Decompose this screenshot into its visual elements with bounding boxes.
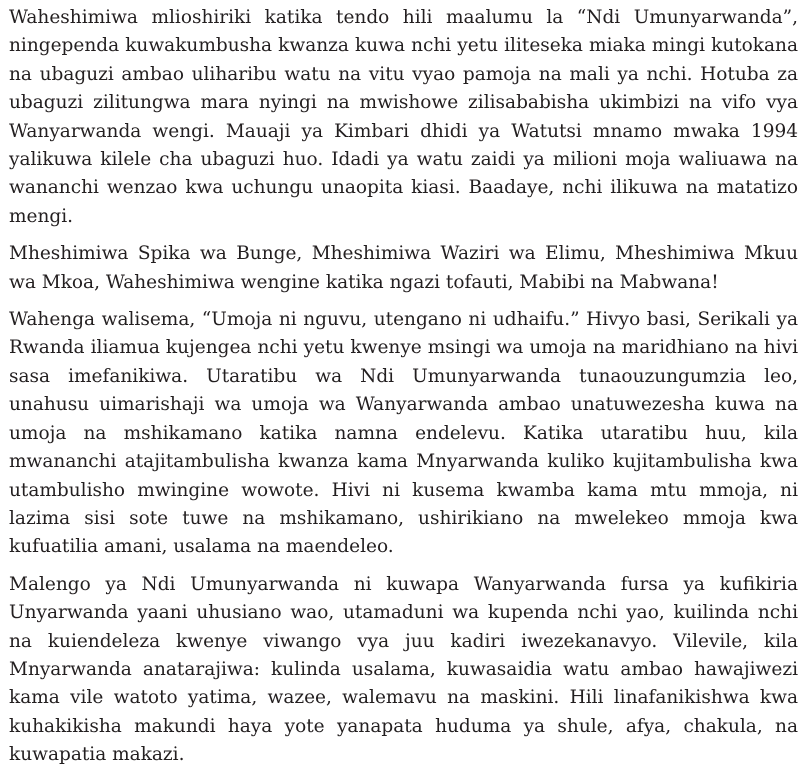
paragraph-salutation: Mheshimiwa Spika wa Bunge, Mheshimiwa Waziri wa Elimu, Mheshimiwa Mkuu wa Mkoa, Waheshimiwa wengine katika ngazi tofauti, Mabibi na Mabwana!	[9, 243, 798, 293]
paragraph-unity: Wahenga walisema, “Umoja ni nguvu, utengano ni udhaifu.” Hivyo basi, Serikali ya Rwanda iliamua kujengea nchi yetu kwenye msingi wa umoja na maridhiano na hivi sasa imefanikiwa. Utaratibu wa Ndi Umunyarwanda tunaouzungumzia leo, unahusu uimarishaji wa umoja wa Wanyarwanda ambao unatuwezesha kuwa na umoja na mshikamano katika namna endelevu. Katika utaratibu huu, kila mwananchi atajitambulisha kwanza kama Mnyarwanda kuliko kujitambulisha kwa utambulisho mwingine wowote. Hivi ni kusema kwamba kama mtu mmoja, ni lazima sisi sote tuwe na mshikamano, ushirikiano na mwelekeo mmoja kwa kufuatilia amani, usalama na maendeleo.	[9, 309, 798, 558]
paragraph-goals: Malengo ya Ndi Umunyarwanda ni kuwapa Wanyarwanda fursa ya kufikiria Unyarwanda yaani uhusiano wao, utamaduni wa kupenda nchi yao, kuilinda nchi na kuiendeleza kwenye viwango vya juu kadiri iwezekanavyo. Vilevile, kila Mnyarwanda anatarajiwa: kulinda usalama, kuwasaidia watu ambao hawajiwezi kama vile watoto yatima, wazee, walemavu na maskini. Hili linafanikishwa kwa kuhakikisha makundi haya yote yanapata huduma ya shule, afya, chakula, na kuwapatia makazi.	[9, 573, 798, 766]
paragraph-intro: Waheshimiwa mlioshiriki katika tendo hili maalumu la “Ndi Umunyarwanda”, ningependa kuwakumbusha kwanza kuwa nchi yetu iliteseka miaka mingi kutokana na ubaguzi ambao uliharibu watu na vitu vyao pamoja na mali ya nchi. Hotuba za ubaguzi zilitungwa mara nyingi na mwishowe zilisababisha ukimbizi na vifo vya Wanyarwanda wengi. Mauaji ya Kimbari dhidi ya Watutsi mnamo mwaka 1994 yalikuwa kilele cha ubaguzi huo. Idadi ya watu zaidi ya milioni moja waliuawa na wananchi wenzao kwa uchungu unaopita kiasi. Baadaye, nchi ilikuwa na matatizo mengi.	[9, 7, 798, 227]
